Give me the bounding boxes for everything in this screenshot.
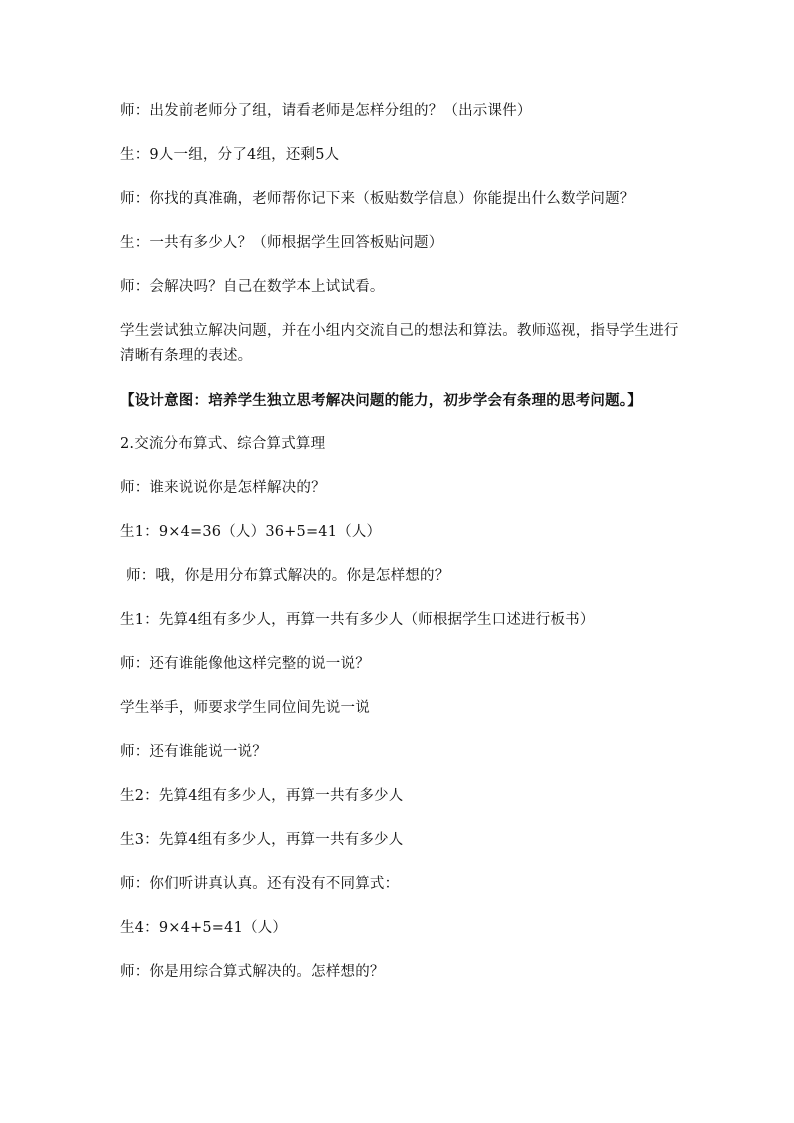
paragraph-4: 生：一共有多少人？（师根据学生回答板贴问题） [120, 235, 444, 251]
paragraph-5: 师：会解决吗？自己在数学本上试试看。 [120, 279, 385, 295]
paragraph-1: 师：出发前老师分了组，请看老师是怎样分组的？（出示课件） [120, 103, 532, 119]
paragraph-13: 师：还有谁能像他这样完整的说一说？ [120, 656, 370, 672]
document-body [120, 99, 680, 1004]
paragraph-3: 师：你找的真准确，老师帮你记下来（板贴数学信息）你能提出什么数学问题？ [120, 191, 635, 207]
paragraph-18: 师：你们听讲真认真。还有没有不同算式： [120, 876, 400, 892]
paragraph-17: 生3：先算4组有多少人，再算一共有多少人 [120, 832, 404, 848]
section-heading: 2.交流分布算式、综合算式算理 [120, 436, 326, 452]
paragraph-11: 师：哦，你是用分布算式解决的。你是怎样想的？ [126, 568, 450, 584]
paragraph-9: 师：谁来说说你是怎样解决的？ [120, 480, 326, 496]
paragraph-14: 学生举手，师要求学生同位间先说一说 [120, 700, 370, 716]
paragraph-19: 生4：9×4+5=41（人） [120, 920, 288, 936]
paragraph-2: 生：9人一组，分了4组，还剩5人 [120, 147, 340, 163]
paragraph-20: 师：你是用综合算式解决的。怎样想的？ [120, 964, 385, 980]
design-intent-note: 【设计意图：培养学生独立思考解决问题的能力，初步学会有条理的思考问题。】 [120, 392, 642, 409]
paragraph-16: 生2：先算4组有多少人，再算一共有多少人 [120, 788, 404, 804]
paragraph-10: 生1：9×4=36（人）36+5=41（人） [120, 524, 382, 540]
paragraph-15: 师：还有谁能说一说？ [120, 744, 267, 760]
paragraph-6: 学生尝试独立解决问题，并在小组内交流自己的想法和算法。教师巡视，指导学生进行清晰有条理的表述。 [120, 323, 679, 364]
paragraph-12: 生1：先算4组有多少人，再算一共有多少人（师根据学生口述进行板书） [120, 612, 595, 628]
